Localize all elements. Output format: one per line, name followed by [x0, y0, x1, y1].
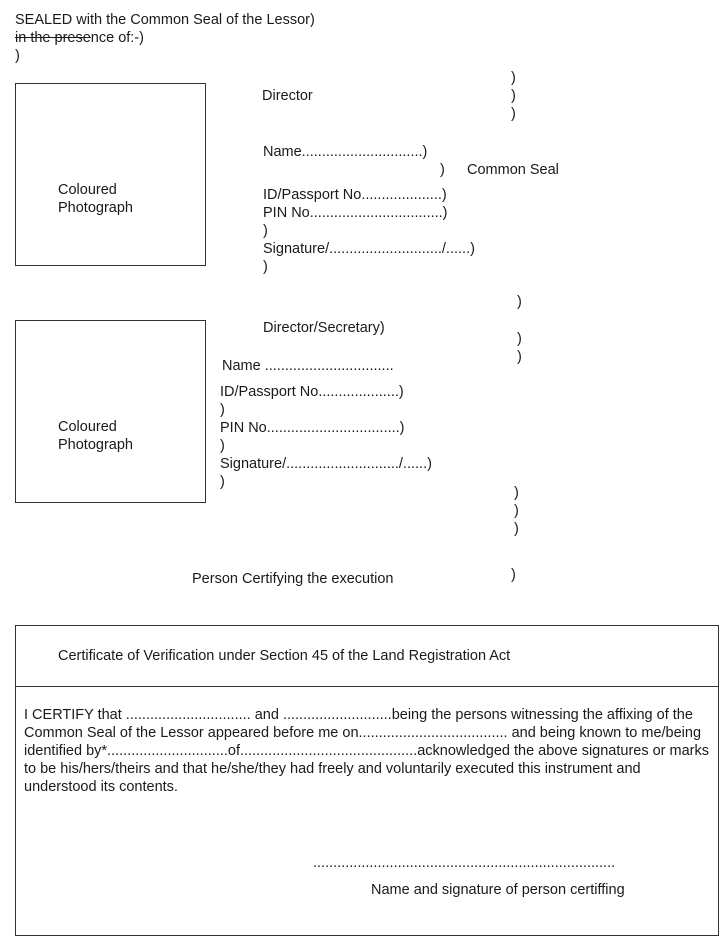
certificate-box: [15, 625, 719, 936]
paren: ): [220, 474, 225, 490]
presence-struck-text: in the prese: [15, 30, 91, 46]
director-name-field: Name..............................): [263, 144, 428, 160]
secretary-pin-field: PIN No.................................): [220, 420, 405, 436]
paren: ): [220, 438, 225, 454]
paren: ): [511, 106, 516, 122]
presence-line: [15, 29, 144, 47]
secretary-name-field: Name ................................: [222, 358, 394, 374]
person-certifying-label: Person Certifying the execution: [192, 571, 394, 587]
director-signature-field: Signature/............................/......): [263, 241, 475, 257]
paren: ): [517, 331, 522, 347]
paren: ): [511, 70, 516, 86]
certifier-signature-line: ...........................................................................: [313, 855, 616, 871]
paren: ): [511, 88, 516, 104]
paren: ): [220, 402, 225, 418]
paren: ): [263, 223, 268, 239]
paren: ): [263, 259, 268, 275]
paren: ): [440, 162, 445, 178]
common-seal-label: Common Seal: [467, 162, 559, 178]
director-id-field: ID/Passport No....................): [263, 187, 447, 203]
presence-rest-text: nce of:-): [90, 30, 144, 46]
certifier-signature-label: Name and signature of person certiffing: [371, 882, 625, 898]
certificate-body: I CERTIFY that ............................... and ...........................being the persons witnessing the affixing of the Common Seal of the Lessor appeared before me on..................................... and being known to me/being identified by*..............................of............................................acknowledged the above signatures or marks to be his/hers/theirs and that he/she/they had freely and voluntarily executed this instrument and understood its contents.: [24, 707, 710, 795]
certificate-header: [16, 626, 718, 687]
paren: ): [514, 521, 519, 537]
paren: ): [514, 503, 519, 519]
header-paren: ): [15, 48, 20, 64]
secretary-signature-field: Signature/............................/......): [220, 456, 432, 472]
paren: ): [517, 294, 522, 310]
certificate-title: Certificate of Verification under Section 45 of the Land Registration Act: [58, 648, 511, 664]
secretary-id-field: ID/Passport No....................): [220, 384, 404, 400]
photo-caption-line2: Photograph: [58, 437, 133, 453]
paren: ): [514, 485, 519, 501]
photo-caption-line2: Photograph: [58, 200, 133, 216]
sealed-heading: SEALED with the Common Seal of the Lessor): [15, 12, 315, 28]
photo-caption-line1: Coloured: [58, 419, 117, 435]
photo-caption-line1: Coloured: [58, 182, 117, 198]
director-pin-field: PIN No.................................): [263, 205, 448, 221]
photo-box-secretary: [15, 320, 206, 503]
paren: ): [517, 349, 522, 365]
photo-box-director: [15, 83, 206, 266]
director-label: Director: [262, 88, 313, 104]
secretary-label: Director/Secretary): [263, 320, 385, 336]
paren: ): [511, 567, 516, 583]
